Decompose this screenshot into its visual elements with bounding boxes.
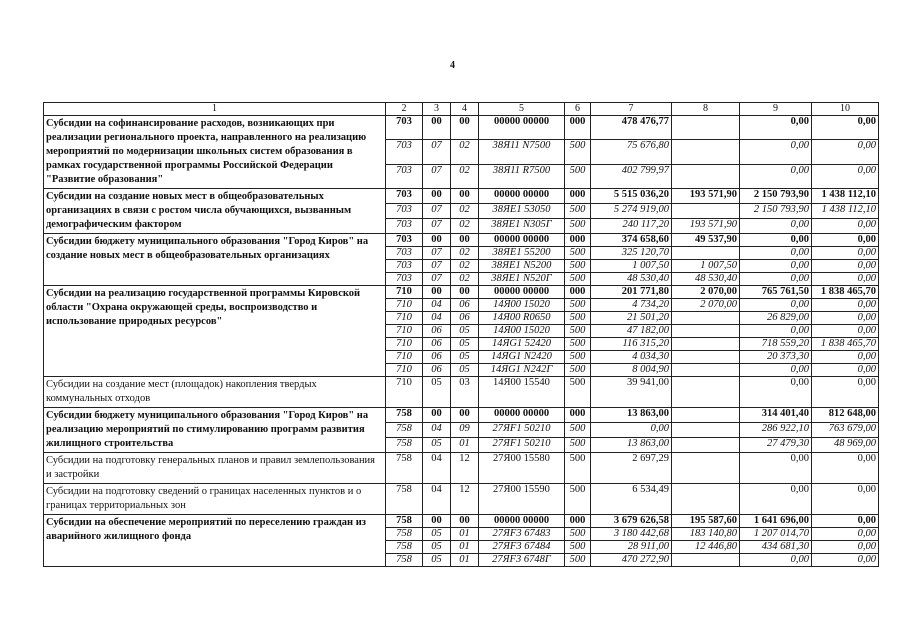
table-cell: 703 (386, 116, 423, 140)
table-cell: 00 (423, 286, 451, 299)
table-cell (672, 438, 740, 453)
table-cell: 710 (386, 299, 423, 312)
table-cell: 0,00 (812, 528, 879, 541)
table-row (44, 453, 879, 484)
table-row (44, 234, 879, 247)
table-cell: 0,00 (740, 377, 812, 408)
table-cell: 0,00 (740, 325, 812, 338)
table-cell: 0,00 (740, 164, 812, 188)
table-cell: 00 (423, 234, 451, 247)
table-cell: 38ЯЕ1 N5200 (479, 260, 565, 273)
table-cell: 00 (451, 189, 479, 204)
table-cell: 21 501,20 (591, 312, 672, 325)
table-cell: 0,00 (812, 484, 879, 515)
table-cell: 0,00 (812, 312, 879, 325)
table-cell: 0,00 (740, 273, 812, 286)
table-cell: 05 (423, 528, 451, 541)
table-row (44, 116, 879, 140)
table-cell: 02 (451, 140, 479, 164)
table-cell: 500 (565, 541, 591, 554)
table-cell: 000 (565, 515, 591, 528)
table-cell: 500 (565, 260, 591, 273)
row-description: Субсидии на создание новых мест в общеобразовательных организациях в связи с ростом числа обучающихся, вызванным демографическим фактором (44, 189, 386, 234)
table-cell: 0,00 (812, 234, 879, 247)
table-cell: 27ЯF3 67484 (479, 541, 565, 554)
table-cell: 500 (565, 438, 591, 453)
table-cell: 758 (386, 438, 423, 453)
table-cell: 1 838 465,70 (812, 286, 879, 299)
table-cell: 38ЯЕ1 55200 (479, 247, 565, 260)
table-cell: 1 207 014,70 (740, 528, 812, 541)
table-cell: 758 (386, 484, 423, 515)
table-cell: 00 (451, 234, 479, 247)
table-cell: 1 007,50 (591, 260, 672, 273)
table-cell: 500 (565, 453, 591, 484)
table-cell: 500 (565, 273, 591, 286)
table-cell: 500 (565, 219, 591, 234)
table-row (44, 286, 879, 299)
table-cell: 2 070,00 (672, 299, 740, 312)
table-cell: 04 (423, 484, 451, 515)
table-cell: 04 (423, 312, 451, 325)
table-cell: 500 (565, 140, 591, 164)
table-cell: 0,00 (812, 260, 879, 273)
table-cell: 6 534,49 (591, 484, 672, 515)
table-header-row (44, 103, 879, 116)
table-cell: 02 (451, 219, 479, 234)
column-header: 8 (672, 103, 740, 116)
column-header: 6 (565, 103, 591, 116)
table-cell: 00000 00000 (479, 515, 565, 528)
table-cell (672, 484, 740, 515)
table-cell: 14ЯG1 N242Г (479, 364, 565, 377)
table-cell: 195 587,60 (672, 515, 740, 528)
table-cell: 000 (565, 116, 591, 140)
table-cell: 02 (451, 164, 479, 188)
table-cell: 38Я11 N7500 (479, 140, 565, 164)
table-cell: 04 (423, 423, 451, 438)
table-cell: 02 (451, 273, 479, 286)
table-cell: 374 658,60 (591, 234, 672, 247)
table-cell: 00 (423, 515, 451, 528)
column-header: 4 (451, 103, 479, 116)
table-cell: 4 034,30 (591, 351, 672, 364)
table-cell: 1 641 696,00 (740, 515, 812, 528)
table-cell: 470 272,90 (591, 554, 672, 567)
table-cell (672, 408, 740, 423)
table-cell: 500 (565, 554, 591, 567)
table-cell: 402 799,97 (591, 164, 672, 188)
table-cell: 0,00 (812, 377, 879, 408)
table-cell (672, 338, 740, 351)
table-cell: 06 (423, 351, 451, 364)
table-cell: 0,00 (812, 140, 879, 164)
row-description: Субсидии на софинансирование расходов, возникающих при реализации регионального проекта, направленного на реализацию мероприятий по модернизации школьных систем образования в рамках государственной программы Российской Федерации "Развитие образования" (44, 116, 386, 189)
row-description: Субсидии на создание мест (площадок) накопления твердых коммунальных отходов (44, 377, 386, 408)
budget-table (43, 102, 879, 567)
table-cell: 2 070,00 (672, 286, 740, 299)
table-cell: 05 (451, 364, 479, 377)
table-cell: 1 007,50 (672, 260, 740, 273)
table-cell: 0,00 (812, 351, 879, 364)
table-cell: 710 (386, 364, 423, 377)
table-cell: 000 (565, 408, 591, 423)
table-cell: 286 922,10 (740, 423, 812, 438)
table-cell: 0,00 (812, 453, 879, 484)
table-cell: 0,00 (740, 219, 812, 234)
table-cell: 500 (565, 312, 591, 325)
page-number: 4 (450, 60, 455, 71)
table-cell: 3 679 626,58 (591, 515, 672, 528)
table-cell: 27Я00 15580 (479, 453, 565, 484)
table-row (44, 484, 879, 515)
table-row (44, 377, 879, 408)
table-cell (672, 377, 740, 408)
table-cell: 28 911,00 (591, 541, 672, 554)
table-cell: 02 (451, 247, 479, 260)
table-cell: 27ЯF3 6748Г (479, 554, 565, 567)
table-cell: 20 373,30 (740, 351, 812, 364)
table-cell: 03 (451, 377, 479, 408)
row-description: Субсидии на обеспечение мероприятий по переселению граждан из аварийного жилищного фонда (44, 515, 386, 567)
table-cell: 12 446,80 (672, 541, 740, 554)
table-cell (672, 312, 740, 325)
table-cell: 758 (386, 453, 423, 484)
table-cell: 14ЯG1 N2420 (479, 351, 565, 364)
table-cell: 0,00 (740, 140, 812, 164)
table-cell: 314 401,40 (740, 408, 812, 423)
table-cell: 00000 00000 (479, 189, 565, 204)
table-cell: 703 (386, 247, 423, 260)
table-cell: 38Я11 R7500 (479, 164, 565, 188)
row-description: Субсидии на подготовку генеральных планов и правил землепользования и застройки (44, 453, 386, 484)
table-cell: 26 829,00 (740, 312, 812, 325)
table-cell: 758 (386, 515, 423, 528)
table-cell: 38ЯЕ1 53050 (479, 204, 565, 219)
row-description: Субсидии на реализацию государственной программы Кировской области "Охрана окружающей среды, воспроизводство и использование природных ресурсов" (44, 286, 386, 377)
table-cell: 193 571,90 (672, 189, 740, 204)
table-cell: 14Я00 15540 (479, 377, 565, 408)
table-cell: 05 (423, 554, 451, 567)
table-cell: 05 (423, 377, 451, 408)
table-cell: 703 (386, 234, 423, 247)
table-row (44, 408, 879, 423)
row-description: Субсидии бюджету муниципального образования "Город Киров" на реализацию мероприятий по стимулированию программ развития жилищного строительства (44, 408, 386, 453)
table-cell: 193 571,90 (672, 219, 740, 234)
table-cell: 0,00 (812, 247, 879, 260)
table-cell: 703 (386, 164, 423, 188)
table-cell: 0,00 (740, 453, 812, 484)
table-cell (672, 325, 740, 338)
table-cell: 000 (565, 234, 591, 247)
table-cell: 718 559,20 (740, 338, 812, 351)
table-cell (672, 453, 740, 484)
table-cell: 06 (451, 299, 479, 312)
table-cell (672, 204, 740, 219)
table-cell: 14Я00 R0650 (479, 312, 565, 325)
table-cell (672, 116, 740, 140)
column-header: 9 (740, 103, 812, 116)
table-cell: 0,00 (812, 164, 879, 188)
table-cell: 38ЯЕ1 N520Г (479, 273, 565, 286)
table-cell: 434 681,30 (740, 541, 812, 554)
table-cell: 07 (423, 260, 451, 273)
table-cell: 02 (451, 204, 479, 219)
table-cell: 758 (386, 528, 423, 541)
table-cell: 07 (423, 273, 451, 286)
column-header: 1 (44, 103, 386, 116)
table-cell: 07 (423, 164, 451, 188)
table-cell: 27ЯF1 50210 (479, 423, 565, 438)
table-cell: 06 (451, 312, 479, 325)
table-cell: 0,00 (591, 423, 672, 438)
table-cell: 07 (423, 247, 451, 260)
table-cell: 2 697,29 (591, 453, 672, 484)
table-cell: 703 (386, 219, 423, 234)
table-cell: 01 (451, 554, 479, 567)
row-description: Субсидии на подготовку сведений о границах населенных пунктов и о границах территориальных зон (44, 484, 386, 515)
table-cell: 00 (423, 408, 451, 423)
table-cell: 49 537,90 (672, 234, 740, 247)
table-cell: 0,00 (740, 299, 812, 312)
table-cell (672, 364, 740, 377)
table-cell: 758 (386, 408, 423, 423)
table-cell: 500 (565, 204, 591, 219)
table-cell: 05 (451, 338, 479, 351)
table-cell: 500 (565, 423, 591, 438)
table-cell: 500 (565, 164, 591, 188)
table-cell: 116 315,20 (591, 338, 672, 351)
table-cell: 05 (451, 325, 479, 338)
table-cell: 01 (451, 541, 479, 554)
table-cell: 04 (423, 453, 451, 484)
table-cell: 00 (451, 515, 479, 528)
table-cell: 710 (386, 312, 423, 325)
table-cell: 0,00 (740, 234, 812, 247)
table-cell: 2 150 793,90 (740, 189, 812, 204)
table-cell (672, 351, 740, 364)
table-cell: 48 969,00 (812, 438, 879, 453)
table-cell: 765 761,50 (740, 286, 812, 299)
table-cell: 00000 00000 (479, 286, 565, 299)
table-cell: 2 150 793,90 (740, 204, 812, 219)
table-cell: 0,00 (812, 273, 879, 286)
table-cell: 27ЯF3 67483 (479, 528, 565, 541)
table-cell: 500 (565, 377, 591, 408)
table-cell: 1 838 465,70 (812, 338, 879, 351)
table-cell: 0,00 (812, 116, 879, 140)
table-cell: 27ЯF1 50210 (479, 438, 565, 453)
table-cell: 01 (451, 438, 479, 453)
table-cell: 07 (423, 204, 451, 219)
table-cell: 14Я00 15020 (479, 299, 565, 312)
table-cell: 201 771,80 (591, 286, 672, 299)
table-cell: 5 515 036,20 (591, 189, 672, 204)
table-cell: 000 (565, 189, 591, 204)
table-cell: 06 (423, 325, 451, 338)
column-header: 5 (479, 103, 565, 116)
column-header: 2 (386, 103, 423, 116)
table-cell: 0,00 (812, 364, 879, 377)
table-cell: 325 120,70 (591, 247, 672, 260)
table-cell: 500 (565, 484, 591, 515)
table-cell: 13 863,00 (591, 408, 672, 423)
table-cell: 500 (565, 364, 591, 377)
table-cell: 763 679,00 (812, 423, 879, 438)
table-cell: 8 004,90 (591, 364, 672, 377)
table-cell: 14ЯG1 52420 (479, 338, 565, 351)
table-cell: 07 (423, 140, 451, 164)
table-cell: 1 438 112,10 (812, 204, 879, 219)
table-cell: 04 (423, 299, 451, 312)
table-cell: 38ЯЕ1 N305Г (479, 219, 565, 234)
table-cell (672, 247, 740, 260)
table-cell: 478 476,77 (591, 116, 672, 140)
table-cell: 00 (451, 408, 479, 423)
table-cell: 00 (423, 116, 451, 140)
table-cell: 09 (451, 423, 479, 438)
table-cell: 27 479,30 (740, 438, 812, 453)
table-cell: 183 140,80 (672, 528, 740, 541)
table-cell: 00000 00000 (479, 234, 565, 247)
table-cell: 703 (386, 140, 423, 164)
table-cell: 06 (423, 338, 451, 351)
table-cell: 0,00 (740, 484, 812, 515)
table-cell: 703 (386, 189, 423, 204)
table-cell: 0,00 (812, 554, 879, 567)
table-cell: 05 (423, 438, 451, 453)
table-cell: 07 (423, 219, 451, 234)
table-cell: 0,00 (740, 364, 812, 377)
table-cell: 0,00 (740, 247, 812, 260)
table-cell: 0,00 (740, 554, 812, 567)
table-cell: 05 (451, 351, 479, 364)
table-cell: 000 (565, 286, 591, 299)
table-cell: 0,00 (812, 325, 879, 338)
table-cell: 0,00 (740, 116, 812, 140)
table-row (44, 189, 879, 204)
table-cell: 75 676,80 (591, 140, 672, 164)
table-cell: 48 530,40 (672, 273, 740, 286)
table-cell: 240 117,20 (591, 219, 672, 234)
table-cell: 758 (386, 554, 423, 567)
table-cell: 812 648,00 (812, 408, 879, 423)
table-cell: 0,00 (812, 219, 879, 234)
table-cell (672, 140, 740, 164)
table-cell: 758 (386, 541, 423, 554)
table-row (44, 515, 879, 528)
table-cell: 5 274 919,00 (591, 204, 672, 219)
table-cell: 06 (423, 364, 451, 377)
table-cell: 12 (451, 453, 479, 484)
table-cell: 500 (565, 351, 591, 364)
table-cell: 710 (386, 325, 423, 338)
table-cell: 710 (386, 377, 423, 408)
table-cell: 500 (565, 299, 591, 312)
table-cell: 500 (565, 338, 591, 351)
table-cell: 1 438 112,10 (812, 189, 879, 204)
table-cell: 01 (451, 528, 479, 541)
table-cell: 00 (423, 189, 451, 204)
table-cell: 703 (386, 260, 423, 273)
table-cell: 3 180 442,68 (591, 528, 672, 541)
table-cell: 12 (451, 484, 479, 515)
table-cell: 00 (451, 286, 479, 299)
table-cell (672, 554, 740, 567)
table-cell: 500 (565, 325, 591, 338)
table-cell: 27Я00 15590 (479, 484, 565, 515)
table-cell: 00 (451, 116, 479, 140)
table-cell: 703 (386, 204, 423, 219)
row-description: Субсидии бюджету муниципального образования "Город Киров" на создание новых мест в общеобразовательных организациях (44, 234, 386, 286)
table-cell: 00000 00000 (479, 116, 565, 140)
column-header: 3 (423, 103, 451, 116)
table-cell: 0,00 (812, 299, 879, 312)
table-cell: 500 (565, 247, 591, 260)
table-cell: 0,00 (812, 515, 879, 528)
table-cell: 14Я00 15020 (479, 325, 565, 338)
table-cell: 710 (386, 351, 423, 364)
table-cell: 0,00 (812, 541, 879, 554)
column-header: 7 (591, 103, 672, 116)
table-cell (672, 164, 740, 188)
table-cell: 710 (386, 286, 423, 299)
table-cell: 47 182,00 (591, 325, 672, 338)
table-cell: 758 (386, 423, 423, 438)
table-cell: 710 (386, 338, 423, 351)
table-cell (672, 423, 740, 438)
column-header: 10 (812, 103, 879, 116)
table-cell: 39 941,00 (591, 377, 672, 408)
table-cell: 00000 00000 (479, 408, 565, 423)
table-cell: 13 863,00 (591, 438, 672, 453)
table-cell: 02 (451, 260, 479, 273)
table-cell: 48 530,40 (591, 273, 672, 286)
table-cell: 4 734,20 (591, 299, 672, 312)
table-cell: 0,00 (740, 260, 812, 273)
table-cell: 703 (386, 273, 423, 286)
table-cell: 05 (423, 541, 451, 554)
table-cell: 500 (565, 528, 591, 541)
